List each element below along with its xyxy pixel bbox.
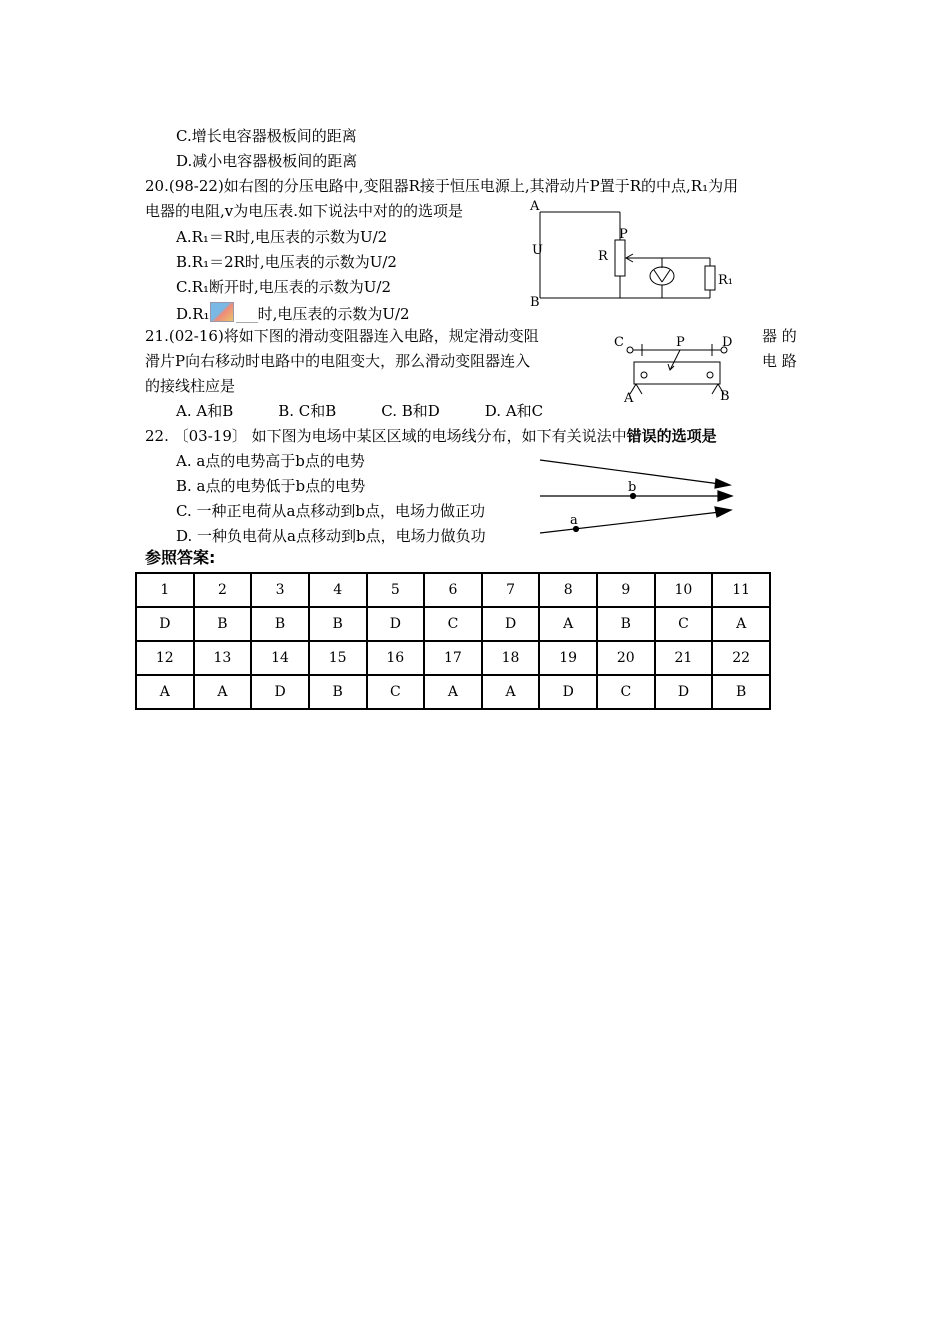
q20-option-c: C.R₁断开时,电压表的示数为U/2 [176,278,392,296]
inline-blank [236,308,258,323]
answer-table [135,572,771,710]
table-cell: 21 [655,641,713,675]
q20-option-d [176,304,410,325]
table-cell: 12 [136,641,194,675]
q21-rheostat-diagram [612,330,742,404]
table-cell: C [367,675,425,709]
q22-option-c: C. 一种正电荷从a点移动到b点，电场力做正功 [176,502,486,520]
table-cell: 9 [597,573,655,607]
q22-option-d: D. 一种负电荷从a点移动到b点，电场力做负功 [176,527,486,545]
label-b: B [720,389,730,404]
q21-stem-line2: 滑片P向右移动时电路中的电阻变大，那么滑动变阻器连入 [145,352,531,370]
table-cell: C [424,607,482,641]
table-row [136,675,770,709]
q20-option-b: B.R₁＝2R时,电压表的示数为U/2 [176,253,397,271]
table-cell: D [539,675,597,709]
table-cell: 6 [424,573,482,607]
q20-stem-line1: 20.(98-22)如右图的分压电路中,变阻器R接于恒压电源上,其滑动片P置于R的中点,R₁为用 [145,177,739,195]
label-r1: R₁ [718,273,733,288]
broken-image-icon [210,302,234,322]
q20-option-d-suffix: 时,电压表的示数为U/2 [257,305,410,323]
table-cell: A [136,675,194,709]
table-cell: 4 [309,573,367,607]
label-b: b [628,480,637,495]
table-row [136,641,770,675]
table-cell: A [712,607,770,641]
q20-option-a: A.R₁＝R时,电压表的示数为U/2 [176,228,388,246]
q20-circuit-diagram [520,196,740,308]
q20-option-d-prefix: D.R₁ [176,305,210,323]
table-cell: B [194,607,252,641]
table-cell: 3 [251,573,309,607]
table-cell: B [309,675,367,709]
table-cell: D [251,675,309,709]
q22-stem [145,426,717,446]
q22-option-b: B. a点的电势低于b点的电势 [176,477,366,495]
q22-stem-emphasis: 错误的选项是 [626,427,717,445]
table-cell: 16 [367,641,425,675]
q20-stem-line2: 电器的电阻,v为电压表.如下说法中对的的选项是 [145,202,464,220]
table-cell: 10 [655,573,713,607]
table-cell: 8 [539,573,597,607]
label-r: R [598,249,608,264]
table-cell: D [482,607,540,641]
label-d: D [722,335,733,350]
table-cell: 7 [482,573,540,607]
q22-option-a: A. a点的电势高于b点的电势 [176,452,365,470]
q21-stem-line1-tail: 器 的 [762,327,797,345]
table-cell: B [251,607,309,641]
table-cell: 2 [194,573,252,607]
label-u: U [532,243,543,258]
q21-stem-line3: 的接线柱应是 [145,377,236,395]
label-p: P [676,335,685,350]
table-cell: D [367,607,425,641]
table-cell: 17 [424,641,482,675]
table-cell: B [309,607,367,641]
table-cell: 5 [367,573,425,607]
q21-stem-line2-tail: 电 路 [762,352,797,370]
q22-stem-text: 22. 〔03-19〕 如下图为电场中某区区域的电场线分布，如下有关说法中 [145,427,627,445]
table-cell: A [194,675,252,709]
table-cell: C [597,675,655,709]
table-cell: 20 [597,641,655,675]
table-cell: 15 [309,641,367,675]
q19-option-c: C.增长电容器极板间的距离 [176,127,357,145]
table-cell: C [655,607,713,641]
table-cell: 1 [136,573,194,607]
q21-options: A. A和B B. C和B C. B和D D. A和C [176,402,544,420]
table-cell: 11 [712,573,770,607]
table-row [136,573,770,607]
q22-field-lines-diagram [538,455,738,535]
table-cell: 18 [482,641,540,675]
q19-option-d: D.减小电容器极板间的距离 [176,152,358,170]
label-a: a [570,513,578,528]
table-cell: 22 [712,641,770,675]
table-cell: 13 [194,641,252,675]
table-cell: A [424,675,482,709]
table-cell: D [136,607,194,641]
table-cell: 19 [539,641,597,675]
table-cell: A [482,675,540,709]
table-cell: 14 [251,641,309,675]
answers-title: 参照答案: [145,548,216,567]
table-row [136,607,770,641]
label-p: P [619,227,628,242]
label-c: C [614,335,624,350]
table-cell: A [539,607,597,641]
label-a: A [530,199,540,214]
label-b: B [530,295,540,310]
q21-stem-line1: 21.(02-16)将如下图的滑动变阻器连入电路，规定滑动变阻 [145,327,539,345]
table-cell: D [655,675,713,709]
table-cell: B [597,607,655,641]
label-a: A [624,391,634,406]
table-cell: B [712,675,770,709]
